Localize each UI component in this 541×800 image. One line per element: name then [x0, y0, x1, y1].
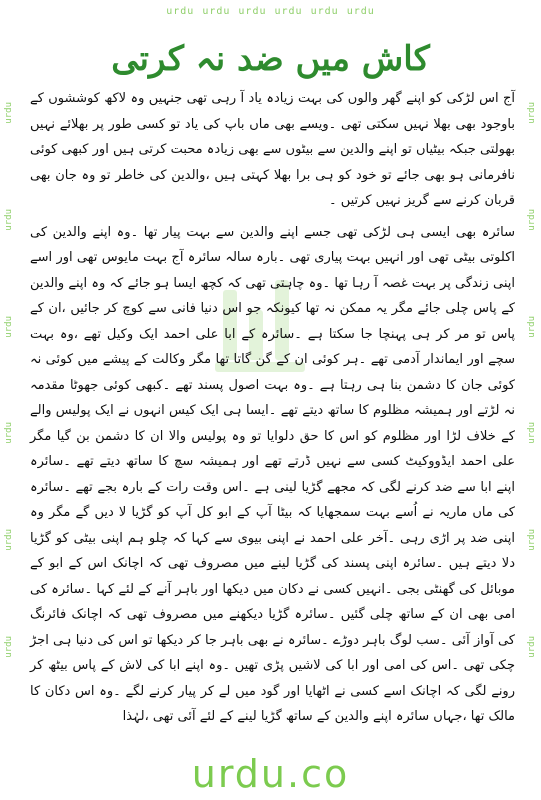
border-text: urdu [274, 5, 303, 17]
border-text: urdu [527, 102, 537, 125]
border-text: urdu [527, 635, 537, 658]
article-title: کاش میں ضد نہ کرتی [111, 39, 430, 79]
border-text: urdu [310, 5, 339, 17]
border-text: urdu [527, 315, 537, 338]
border-text: urdu [202, 5, 231, 17]
border-text: urdu [527, 422, 537, 445]
border-text: urdu [4, 102, 14, 125]
article-paragraph: آج اس لڑکی کو اپنے گھر والوں کی بہت زیادہ یاد آ رہی تھی جنہیں وہ لاکھ کوششوں کے باوجود بھی بھلا نہیں سکتی تھی ۔ویسے بھی ماں باپ کی یاد تو کسی طور پر بھلائے نہیں بھولتی جبکہ بیٹیاں تو اپنے والدین سے بیٹوں سے بھی زیادہ محبت کرتی ہیں اور کبھی کوئی نافرمانی ہو بھی جائے تو خود کو ہی برا بھلا کہتی ہیں ،والدین کی خاطر تو وہ جان بھی قربان کرنے سے گریز نہیں کرتیں ۔ [30, 91, 515, 208]
article-body [30, 86, 515, 736]
border-text: urdu [4, 422, 14, 445]
decorative-border-right [525, 60, 539, 700]
border-text: urdu [4, 529, 14, 551]
border-text: urdu [238, 5, 267, 17]
border-text: urdu [4, 209, 14, 231]
border-text: urdu [346, 5, 375, 17]
border-text: urdu [527, 529, 537, 551]
border-text: urdu [166, 5, 195, 17]
article-paragraph: سائرہ بھی ایسی ہی لڑکی تھی جسے اپنے والدین سے بہت پیار تھا ۔وہ اپنے والدین کی اکلوتی بیٹی تھی اور انہیں بہت پیاری تھی ۔بارہ سالہ سائرہ آج بہت مایوس تھی اور اسے اپنی زندگی پر بہت غصہ آ رہا تھا ۔وہ چاہتی تھی کہ کچھ ایسا ہو جائے کہ وہ اپنے والدین کے پاس چلی جائے مگر یہ ممکن نہ تھا کیونکہ جو اس دنیا فانی سے کوچ کر جائیں ،ان کے پاس تو مر کر ہی پہنچا جا سکتا ہے ۔سائرہ کے ابا علی احمد ایک وکیل تھے ،وہ بہت سچے اور ایماندار آدمی تھے ۔ہر کوئی ان کے گن گاتا تھا مگر وکالت کے پیشے میں کوئی نہ کوئی جان کا دشمن بنا ہی رہتا ہے ۔وہ بہت اصول پسند تھے ۔کبھی کوئی جھوٹا مقدمہ نہ لڑتے اور ہمیشہ مظلوم کا ساتھ دیتے تھے ۔ایسا ہی ایک کیس انہوں نے ایک پولیس والے کے خلاف لڑا اور مظلوم کو اس کا حق دلوایا تو وہ پولیس والا ان کا دشمن بن گیا مگر علی احمد ایڈووکیٹ کسی سے نہیں ڈرتے تھے اور ہمیشہ سچ کا ساتھ دیتے تھے ۔سائرہ اپنے ابا سے ضد کرنے لگی کہ مجھے گڑیا لینی ہے ۔اس وقت رات کے بارہ بجے تھے ۔سائرہ کی ماں ماریہ نے اُسے بہت سمجھایا کہ بیٹا آپ کے ابو کل آپ کو گڑیا لا دیں گے مگر وہ اپنی ضد پر اڑی رہی ۔آخر علی احمد نے اپنی بیوی سے کہا کہ چلو ہم اپنی بیٹی کو گڑیا دلا دیتے ہیں ۔سائرہ اپنی پسند کی گڑیا لینے میں مصروف تھی کہ اچانک اس کے ابو کے موبائل کی گھنٹی بجی ۔انہیں کسی نے دکان میں دیکھا اور باہر آنے کے لئے کہا ۔سائرہ کی امی بھی ان کے ساتھ چلی گئیں ۔سائرہ گڑیا دیکھنے میں مصروف تھی کہ اچانک فائرنگ کی آواز آئی ۔سب لوگ باہر دوڑے ۔سائرہ نے بھی باہر جا کر دیکھا تو اس کی دنیا ہی اجڑ چکی تھی ۔اس کی امی اور ابا کی لاشیں پڑی تھیں ۔وہ اپنے ابا کی لاش کے پاس بیٹھ کر رونے لگی کہ اچانک اسے کسی نے اٹھایا اور گود میں لے کر پیار کرنے لگے ۔وہ اس دکان کا مالک تھا ،جہاں سائرہ اپنے والدین کے ساتھ گڑیا لینے کے لئے آئی تھی ،لہٰذا [30, 224, 515, 724]
border-text: urdu [4, 635, 14, 658]
border-text: urdu [527, 209, 537, 231]
decorative-border-top [0, 0, 541, 22]
decorative-border-left [2, 60, 16, 700]
footer-logo: urdu.co [191, 752, 350, 796]
border-text: urdu [4, 315, 14, 338]
